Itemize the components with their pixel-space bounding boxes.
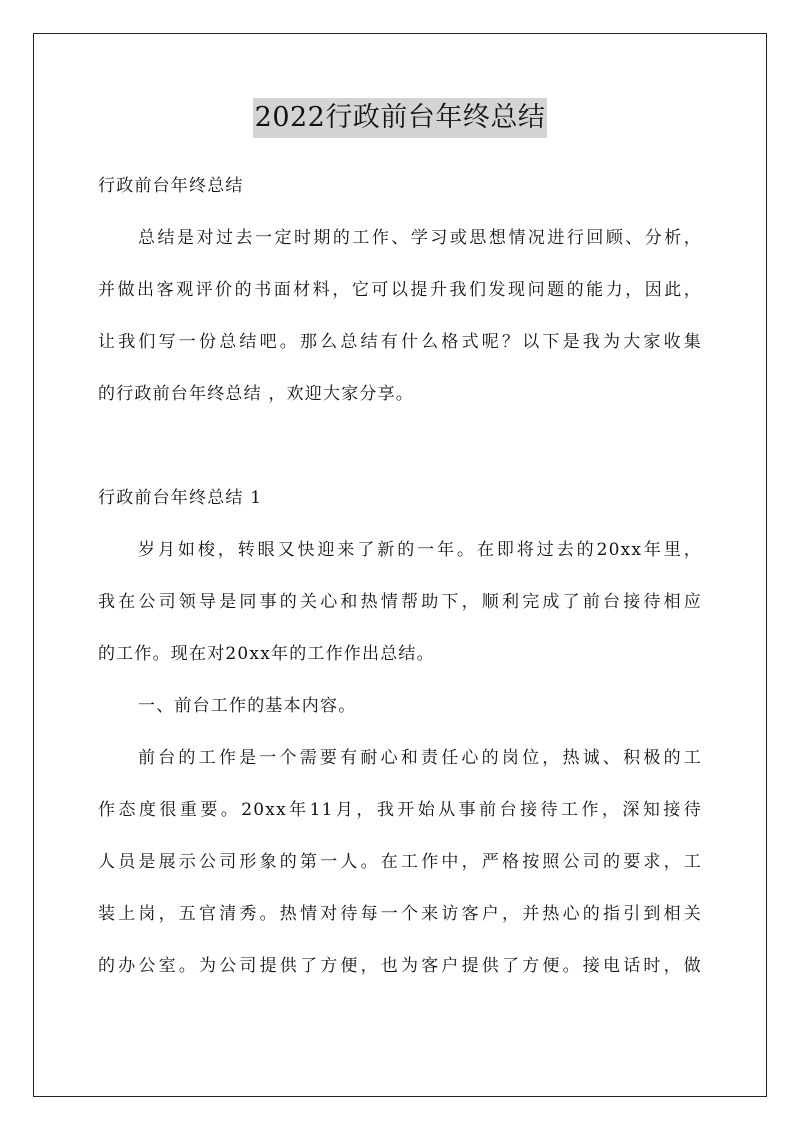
intro-line: 并做出客观评价的书面材料，它可以提升我们发现问题的能力，因此， <box>98 280 702 300</box>
paragraph-line: 前台的工作是一个需要有耐心和责任心的岗位，热诚、积极的工 <box>138 748 702 768</box>
section-heading: 行政前台年终总结 1 <box>98 488 263 508</box>
intro-line: 的行政前台年终总结 ，欢迎大家分享。 <box>98 384 415 404</box>
document-title: 2022行政前台年终总结 <box>253 98 548 138</box>
paragraph-line: 岁月如梭，转眼又快迎来了新的一年。在即将过去的20xx年里， <box>138 540 702 560</box>
paragraph-line: 作态度很重要。20xx年11月，我开始从事前台接待工作，深知接待 <box>98 800 702 820</box>
document-body <box>98 166 702 998</box>
paragraph-line: 的工作。现在对20xx年的工作作出总结。 <box>98 644 435 664</box>
intro-line: 总结是对过去一定时期的工作、学习或思想情况进行回顾、分析， <box>138 228 702 248</box>
subheading: 一、前台工作的基本内容。 <box>138 696 357 716</box>
title-wrap <box>0 98 800 138</box>
paragraph-line: 我在公司领导是同事的关心和热情帮助下，顺利完成了前台接待相应 <box>98 592 702 612</box>
paragraph-gap <box>98 426 702 478</box>
paragraph-line: 的办公室。为公司提供了方便，也为客户提供了方便。接电话时，做 <box>98 956 702 976</box>
intro-line: 让我们写一份总结吧。那么总结有什么格式呢？以下是我为大家收集 <box>98 332 702 352</box>
paragraph-line: 人员是展示公司形象的第一人。在工作中，严格按照公司的要求，工 <box>98 852 702 872</box>
intro-heading: 行政前台年终总结 <box>98 176 244 196</box>
paragraph-line: 装上岗，五官清秀。热情对待每一个来访客户，并热心的指引到相关 <box>98 904 702 924</box>
